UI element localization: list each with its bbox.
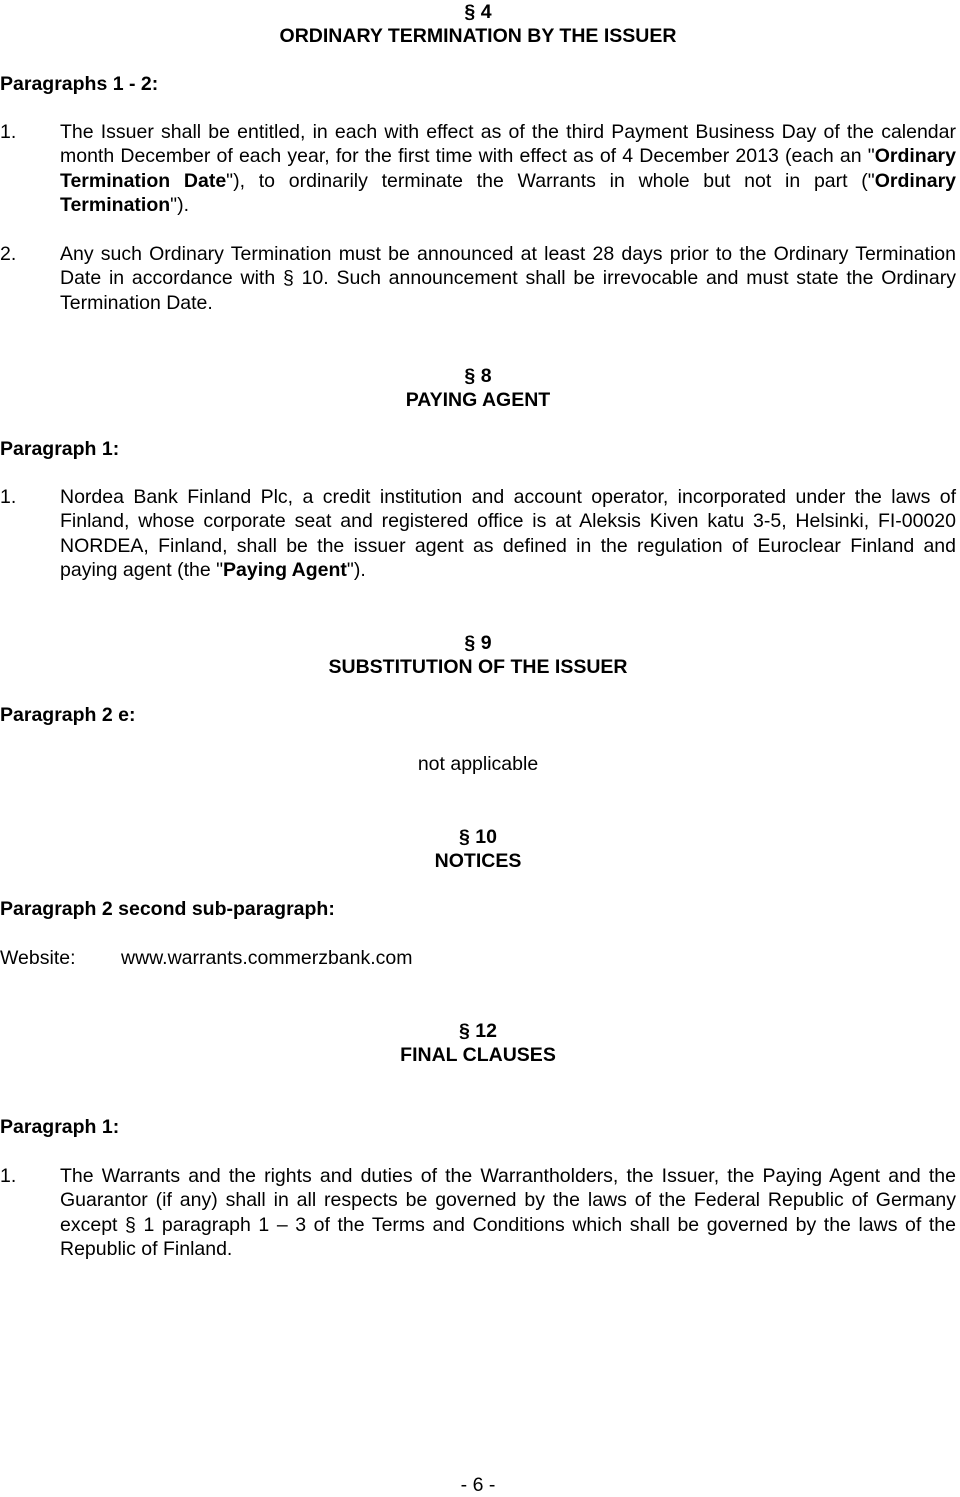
section-number: § 12 [459,1020,497,1042]
item-number: 1. [0,486,17,508]
item-text: Any such Ordinary Termination must be announced at least 28 days prior to the Ordinary Termination Date in accordance with § 10. Such announcement shall be irrevocable and must state the Ordinary Termination Date. [60,243,956,314]
section-4-heading [0,0,956,48]
paragraph-label: Paragraph 2 second sub-paragraph: [0,898,335,920]
section-12-heading [0,1019,956,1067]
section-title: ORDINARY TERMINATION BY THE ISSUER [279,25,677,47]
paragraph-label: Paragraph 1: [0,1116,120,1138]
website-label: Website: [0,947,76,969]
section-title: FINAL CLAUSES [400,1044,556,1066]
section-number: § 9 [464,632,492,654]
item-text: The Issuer shall be entitled, in each with effect as of the third Payment Business Day of the calendar month December of each year, for the first time with effect as of 4 December 2013 (each an "Ordinary Termination Date"), to ordinarily terminate the Warrants in whole but not in part ("Ordinary Termination"). [60,121,957,216]
item-number: 2. [0,243,17,265]
item-number: 1. [0,1165,17,1187]
section-9-heading [0,631,956,679]
section-symbol: § [282,267,294,290]
page-number: - 6 - [460,1474,496,1496]
item-text: The Warrants and the rights and duties of the Warrantholders, the Issuer, the Paying Agent and the Guarantor (if any) shall in all respects be governed by the laws of the Federal Republic of Germany except § 1 paragraph 1 – 3 of the Terms and Conditions which shall be governed by the laws of the Republic of Finland. [60,1165,957,1260]
paragraph-label: Paragraph 2 e: [0,704,136,726]
section-number: § 4 [464,1,492,23]
section-title: PAYING AGENT [405,389,551,411]
defined-term: Ordinary Termination [60,169,957,216]
website-value: www.warrants.commerzbank.com [121,947,413,969]
section-title: SUBSTITUTION OF THE ISSUER [328,656,628,678]
defined-term: Paying Agent [223,558,347,581]
paragraph-label: Paragraphs 1 - 2: [0,73,159,95]
section-title: NOTICES [434,850,522,872]
item-text: Nordea Bank Finland Plc, a credit institution and account operator, incorporated under the laws of Finland, whose corporate seat and registered office is at Aleksis Kiven katu 3-5, Helsinki, FI-00020 NORDEA, Finland, shall be the issuer agent as defined in the regulation of Euroclear Finland and paying agent (the "Paying Agent"). [60,486,956,581]
section-10-heading [0,825,956,873]
not-applicable-text: not applicable [417,753,539,775]
paragraph-label: Paragraph 1: [0,438,120,460]
section-8-heading [0,364,956,412]
section-number: § 8 [464,365,492,387]
section-symbol: § [125,1213,136,1236]
defined-term: Ordinary Termination Date [60,145,956,192]
section-number: § 10 [459,826,497,848]
item-number: 1. [0,121,17,143]
